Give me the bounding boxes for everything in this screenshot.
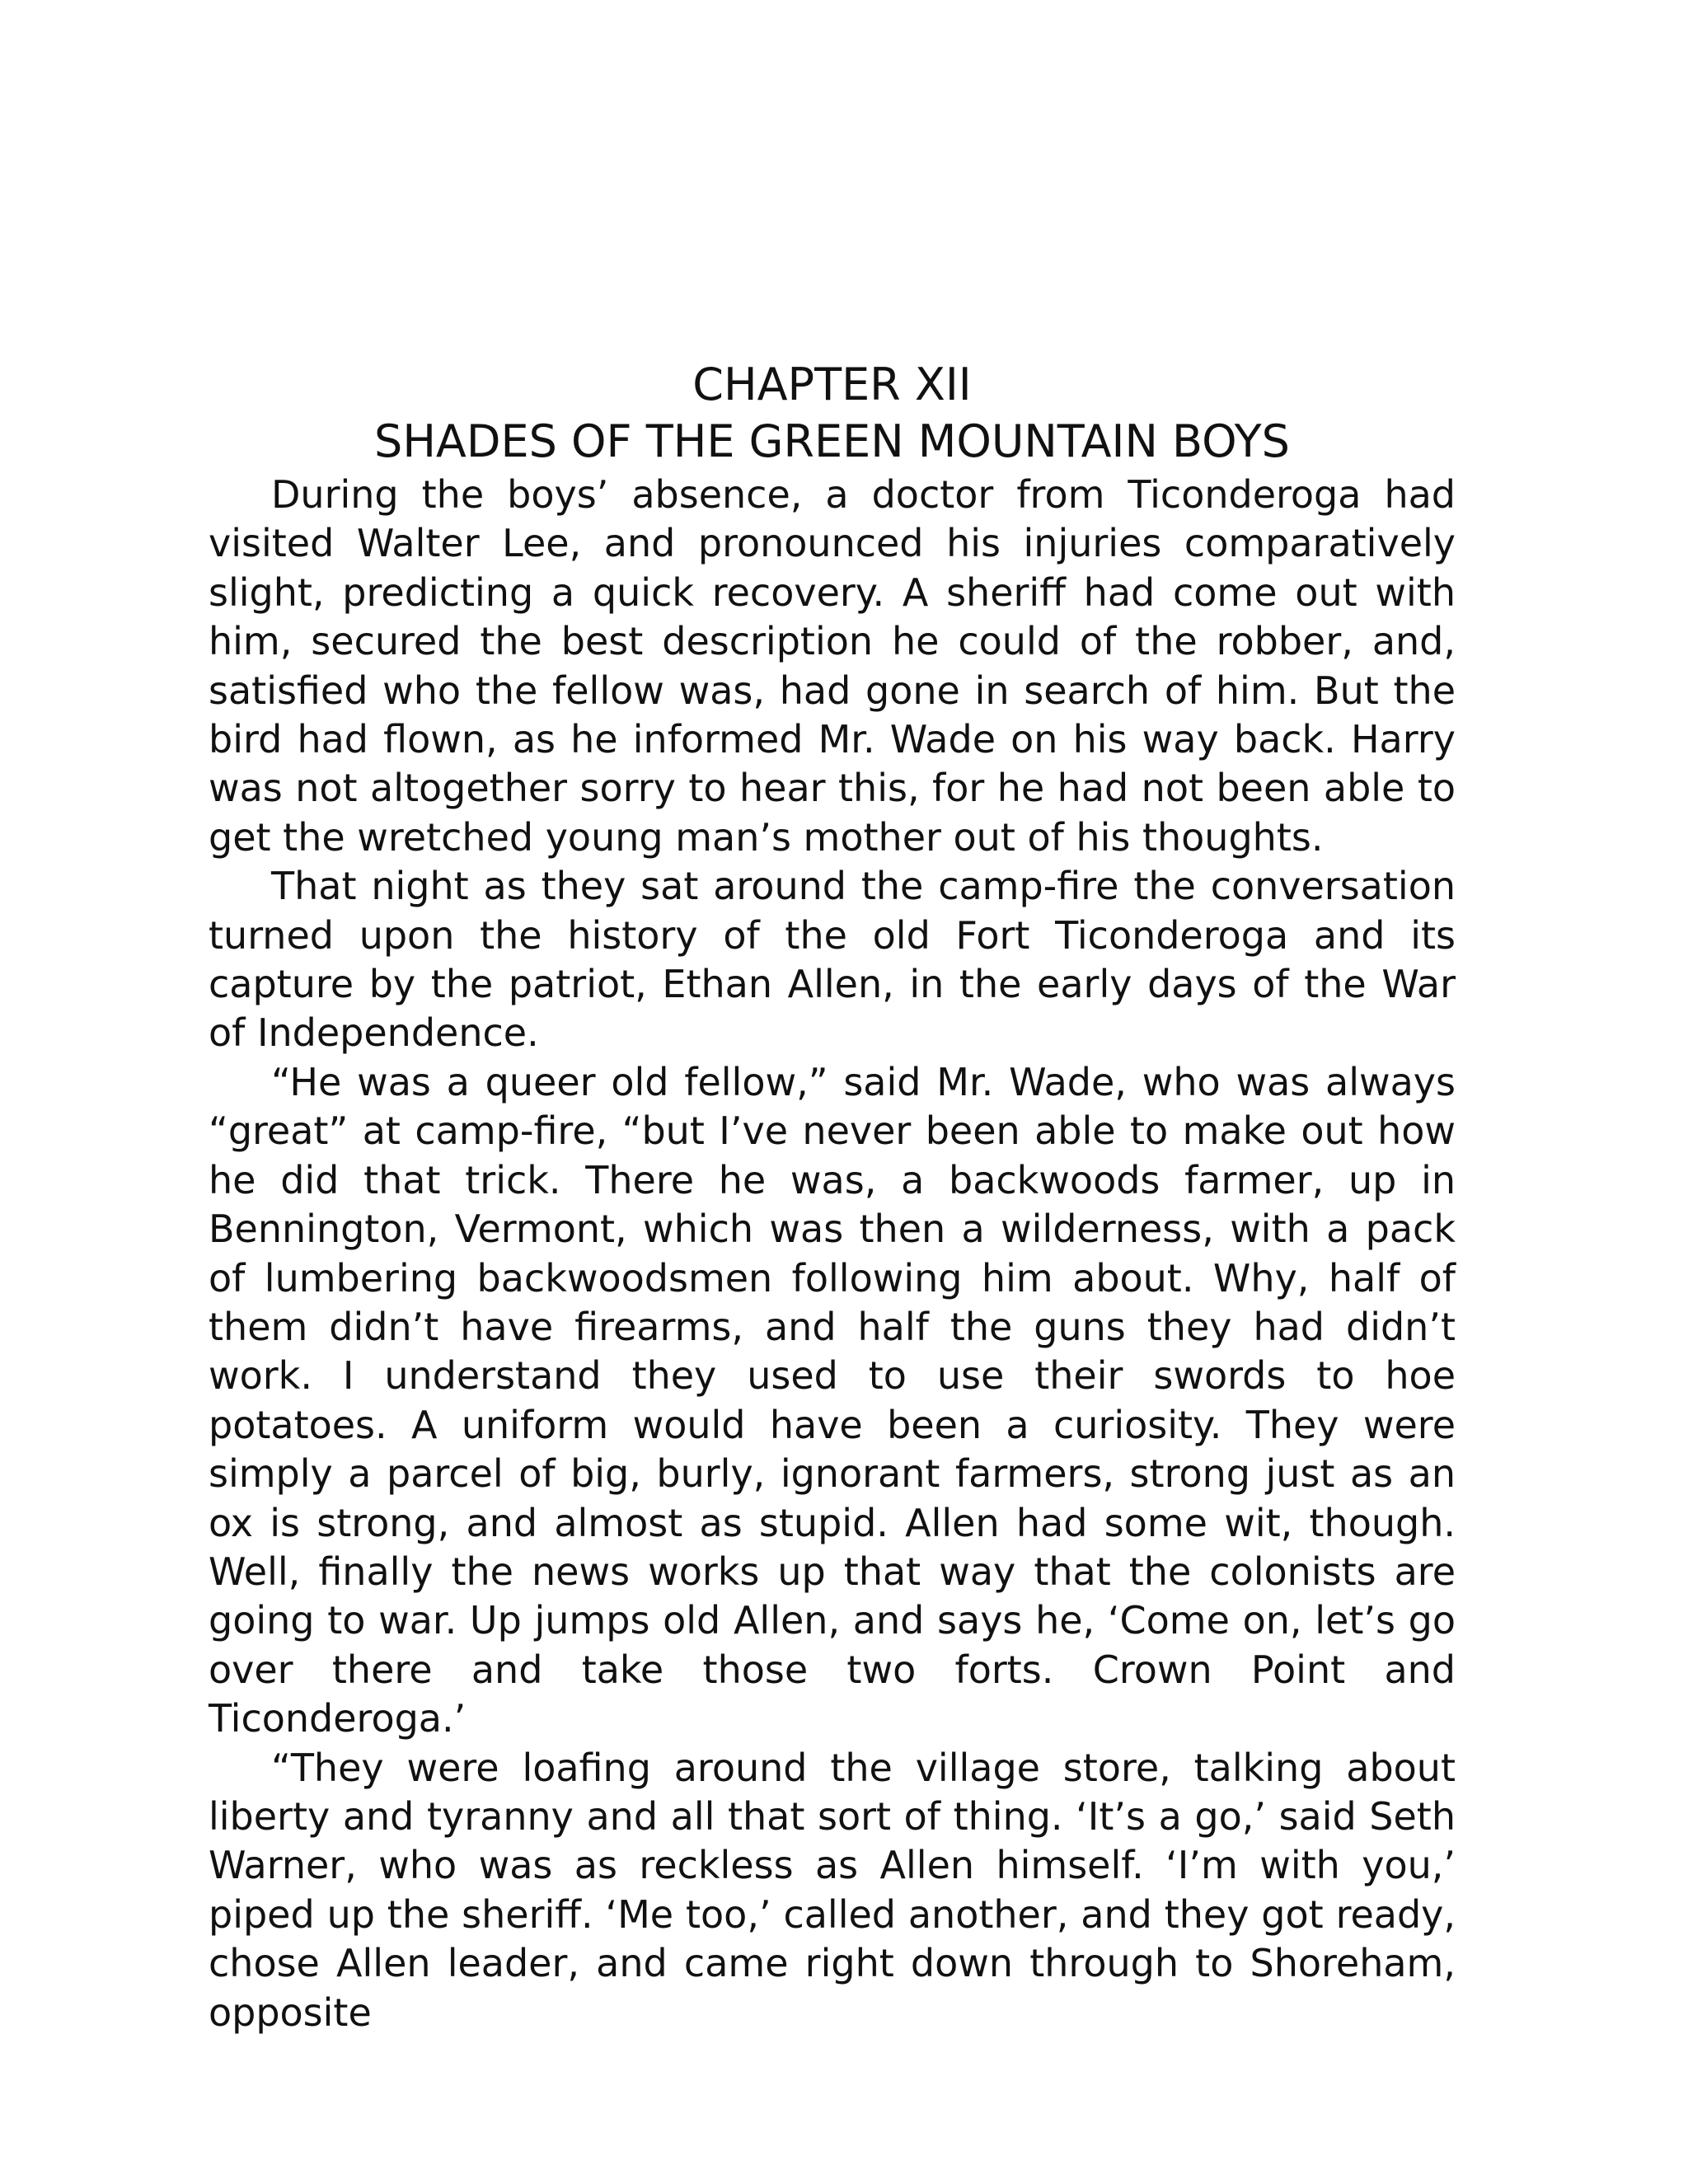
paragraph-3: “He was a queer old fellow,” said Mr. Wade, who was always “great” at camp-fire, “but I’ve never been able to make out how he did that trick. There he was, a backwoods farmer, up in Bennington, Vermont, which was then a wilderness, with a pack of lumbering backwoodsmen following him about. Why, half of them didn’t have firearms, and half the guns they had didn’t work. I understand they used to use their swords to hoe potatoes. A uniform would have been a curiosity. They were simply a parcel of big, burly, ignorant farmers, strong just as an ox is strong, and almost as stupid. Allen had some wit, though. Well, finally the news works up that way that the colonists are going to war. Up jumps old Allen, and says he, ‘Come on, let’s go over there and take those two forts. Crown Point and Ticonderoga.’ (209, 1059, 1456, 1741)
paragraph-1: During the boys’ absence, a doctor from Ticonderoga had visited Walter Lee, and pronounced his injuries comparatively slight, predicting a quick recovery. A sheriff had come out with him, secured the best description he could of the robber, and, satisfied who the fellow was, had gone in search of him. But the bird had flown, as he informed Mr. Wade on his way back. Harry was not altogether sorry to hear this, for he had not been able to get the wretched young man’s mother out of his thoughts. (209, 472, 1456, 860)
document-page (209, 354, 1456, 2037)
paragraph-4: “They were loafing around the village store, talking about liberty and tyranny and all that sort of thing. ‘It’s a go,’ said Seth Warner, who was as reckless as Allen himself. ‘I’m with you,’ piped up the sheriff. ‘Me too,’ called another, and they got ready, chose Allen leader, and came right down through to Shoreham, opposite (209, 1745, 1456, 2035)
chapter-title: SHADES OF THE GREEN MOUNTAIN BOYS (374, 415, 1290, 467)
paragraph-2: That night as they sat around the camp-fire the conversation turned upon the history of the old Fort Ticonderoga and its capture by the patriot, Ethan Allen, in the early days of the War of Independence. (209, 864, 1456, 1056)
chapter-number: CHAPTER XII (692, 359, 972, 410)
